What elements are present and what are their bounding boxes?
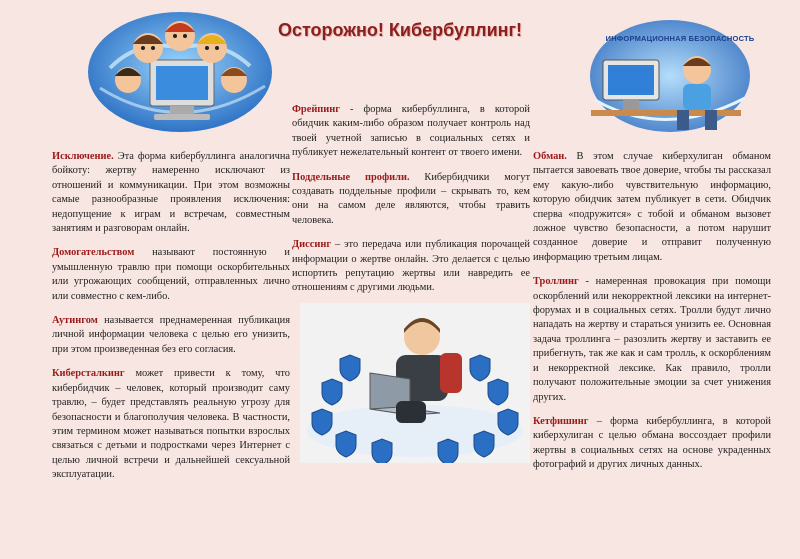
term-outing: Аутингом	[52, 315, 98, 327]
paragraph-fake-profiles	[292, 171, 530, 229]
text-trolling: - намеренная провокация при помощи оскорблений или некорректной лексики на интернет-форумах и в социальных сетях. Тролли будут лично нападать на жертву и стараться унизить ее. Основная задача троллинга – разозлить жертву и заставить ее прибегнуть, так же как и сам тролль, к оскорблениям и некорректной лексике. Как правило, тролли получают положительные эмоции за счет унижения других.	[533, 276, 771, 403]
left-column	[52, 150, 290, 493]
term-catfishing: Кетфишинг	[533, 415, 589, 427]
term-fraping: Фрейпинг	[292, 104, 340, 115]
paragraph-exclusion	[52, 150, 290, 236]
text-dissing: – это передача или публикация порочащей информации о жертве онлайн. Это делается с целью испортить репутацию жертвы или навредить ее отношениям с другими людьми.	[292, 239, 530, 294]
text-exclusion: Эта форма кибербуллинга аналогична бойкоту: жертву намеренно исключают из отношений и коммуникации. При этом возможны самые разнообразные проявления исключения: недопущение к играм и встречам, совместным занятиям и разговорам онлайн.	[52, 151, 290, 235]
info-security-banner: ИНФОРМАЦИОННАЯ БЕЗОПАСНОСТЬ	[605, 34, 755, 43]
middle-column	[292, 103, 530, 306]
boy-laptop-shields-illustration	[300, 303, 530, 463]
paragraph-cyberstalking	[52, 367, 290, 482]
text-harassment: называют постоянную и умышленную травлю при помощи оскорбительных или угрожающих сообщений, отправленных лично или совместно с кем-либо.	[52, 247, 290, 302]
paragraph-harassment	[52, 246, 290, 304]
paragraph-fraping	[292, 103, 530, 161]
paragraph-dissing	[292, 238, 530, 296]
paragraph-deception	[533, 150, 771, 265]
term-exclusion: Исключение.	[52, 151, 114, 162]
text-deception: В этом случае киберхулиган обманом пытается завоевать твое доверие, чтобы ты рассказал ему какую-либо чувствительную информацию, которую обидчик затем публикует в сети. Обидчик сперва «подружится» с тобой и обманом вызовет ложное чувство безопасности, а потом нарушит созданное доверие и отправит полученную информацию третьим лицам.	[533, 151, 771, 263]
term-deception: Обман.	[533, 151, 567, 162]
term-fake-profiles: Поддельные профили.	[292, 171, 410, 183]
paragraph-trolling	[533, 275, 771, 405]
text-fake-profiles: Кибербидчики могут создавать поддельные профили – скрывать то, кем они на самом деле являются, чтобы травить человека.	[292, 171, 530, 226]
kids-computer-illustration	[70, 8, 290, 142]
term-cyberstalking: Киберсталкинг	[52, 368, 125, 380]
page-title: Осторожно! Кибербуллинг!	[277, 20, 523, 40]
text-fraping: - форма кибербуллинга, в которой обидчик каким-либо образом получает контроль над твоей учетной записью в социальных сетях и публикует нежелательный контент от твоего имени.	[292, 104, 530, 159]
term-trolling: Троллинг	[533, 276, 579, 288]
info-security-illustration	[565, 10, 765, 140]
text-cyberstalking: может привести к тому, что кибербидчик – человек, который производит саму травлю, – будет представлять реальную угрозу для безопасности и благополучия человека. В частности, этим термином может называться попытки взрослых связаться с детьми и подростками через Интернет с целью личной встречи и дальнейшей сексуальной эксплуатации.	[52, 368, 290, 481]
paragraph-outing	[52, 314, 290, 357]
right-column	[533, 150, 771, 483]
term-dissing: Диссинг	[292, 239, 332, 251]
term-harassment: Домогательством	[52, 247, 135, 259]
text-outing: называется преднамеренная публикация личной информации человека с целью его унизить, при этом произведенная без его согласия.	[52, 315, 290, 355]
text-catfishing: – форма кибербуллинга, в которой киберхулиган с целью обмана воссоздает профили жертвы в социальных сетях на основе украденных фотографий и других личных данных.	[533, 415, 771, 471]
paragraph-catfishing	[533, 415, 771, 473]
